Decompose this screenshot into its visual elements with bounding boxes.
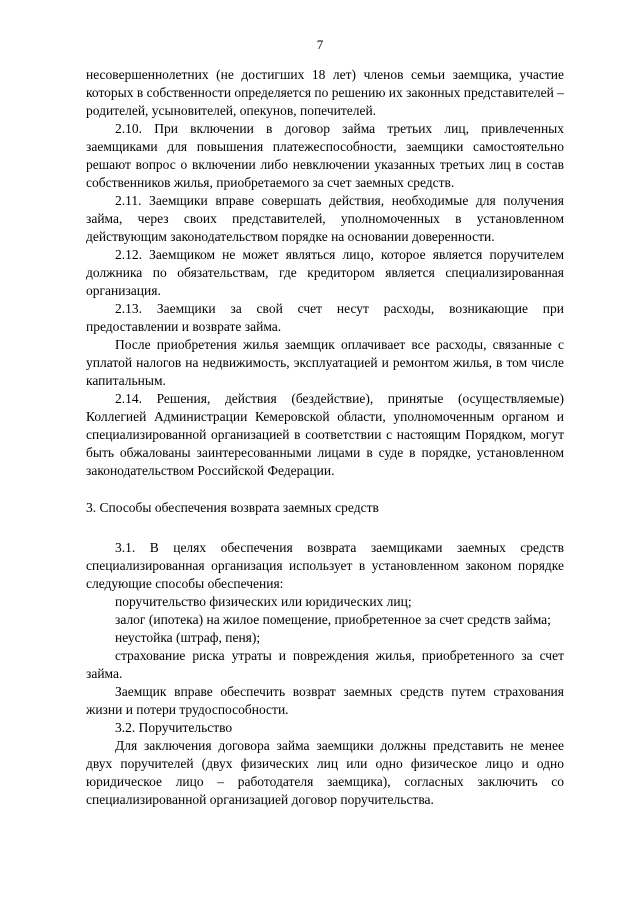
- paragraph-2-10: 2.10. При включении в договор займа третьих лиц, привлеченных заемщиками для повышения платежеспособности, заемщики самостоятельно решают вопрос о включении либо невключении указанных третьих лиц в состав собственников жилья, приобретаемого за счет заемных средств.: [86, 121, 564, 190]
- list-item-guarantee: поручительство физических или юридических лиц;: [115, 594, 412, 609]
- paragraph-2-14: 2.14. Решения, действия (бездействие), принятые (осуществляемые) Коллегией Администрации Кемеровской области, уполномоченным органом и специализированной организацией в соответствии с настоящим Порядком, могут быть обжалованы заинтересованными лицами в суде в порядке, установленном законодательством Российской Федерации.: [86, 391, 564, 478]
- document-body: [86, 66, 564, 809]
- paragraphs-after-heading: [86, 539, 564, 809]
- paragraph-continuation: несовершеннолетних (не достигших 18 лет) членов семьи заемщика, участие которых в собственности определяется по решению их законных представителей – родителей, усыновителей, опекунов, попечителей.: [86, 67, 565, 118]
- page-number: 7: [316, 37, 324, 52]
- list-item-pledge: залог (ипотека) на жилое помещение, приобретенное за счет средств займа;: [115, 612, 551, 627]
- paragraphs-before-heading: [86, 66, 564, 480]
- paragraph-3-2-title: 3.2. Поручительство: [115, 720, 233, 735]
- paragraph-life-insurance: Заемщик вправе обеспечить возврат заемных средств путем страхования жизни и потери трудоспособности.: [86, 684, 564, 717]
- paragraph-2-13: 2.13. Заемщики за свой счет несут расходы, возникающие при предоставлении и возврате займа.: [86, 301, 564, 334]
- paragraph-3-2-guarantors: Для заключения договора займа заемщики должны представить не менее двух поручителей (двух физических лиц или одно физическое лицо и одно юридическое лицо – работодателя заемщика), согласных заключить со специализированной организацией договор поручительства.: [86, 738, 564, 807]
- paragraph-3-1: 3.1. В целях обеспечения возврата заемщиками заемных средств специализированная организация использует в установленном законом порядке следующие способы обеспечения:: [86, 540, 564, 591]
- section-heading: 3. Способы обеспечения возврата заемных средств: [86, 500, 379, 515]
- paragraph-2-12: 2.12. Заемщиком не может являться лицо, которое является поручителем должника по обязательствам, где кредитором является специализированная организация.: [86, 247, 564, 298]
- paragraph-2-11: 2.11. Заемщики вправе совершать действия, необходимые для получения займа, через своих представителей, уполномоченных в установленном действующим законодательством порядке на основании доверенности.: [86, 193, 564, 244]
- list-item-insurance: страхование риска утраты и повреждения жилья, приобретенного за счет займа.: [86, 648, 564, 681]
- paragraph-2-13-expenses: После приобретения жилья заемщик оплачивает все расходы, связанные с уплатой налогов на недвижимость, эксплуатацией и ремонтом жилья, в том числе капитальным.: [86, 337, 564, 388]
- list-item-penalty: неустойка (штраф, пеня);: [115, 630, 261, 645]
